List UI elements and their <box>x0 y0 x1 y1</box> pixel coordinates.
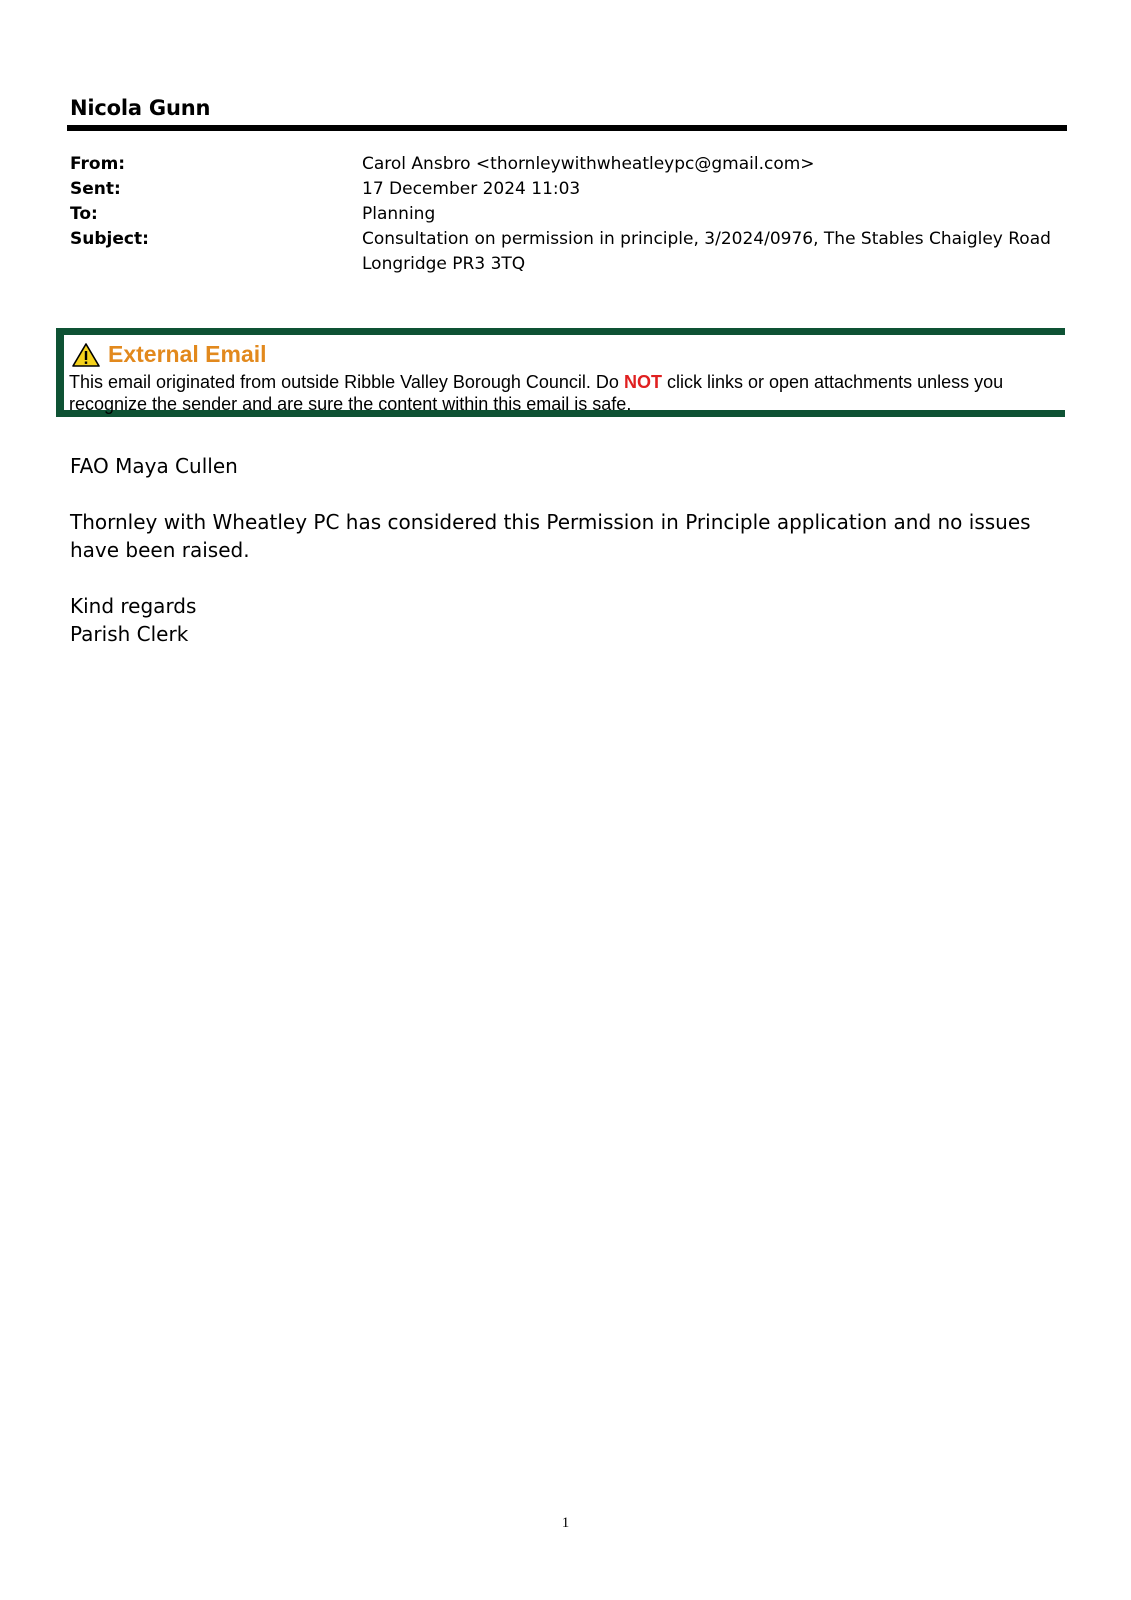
from-value: Carol Ansbro <thornleywithwheatleypc@gmail.com> <box>362 154 815 174</box>
banner-text-before: This email originated from outside Ribble Valley Borough Council. Do <box>69 372 624 392</box>
body-signature: Parish Clerk <box>70 622 189 646</box>
body-signoff: Kind regards <box>70 594 197 618</box>
email-body <box>70 452 1060 648</box>
to-value: Planning <box>362 204 436 224</box>
banner-message <box>69 371 1061 415</box>
page-number: 1 <box>561 1515 570 1531</box>
header-row-from <box>70 152 1070 177</box>
header-row-to <box>70 202 1070 227</box>
banner-text-after: click links or open attachments unless you recognize the sender and are sure the content within this email is safe. <box>69 372 1004 414</box>
sent-label: Sent: <box>70 179 121 199</box>
subject-value: Consultation on permission in principle, 3/2024/0976, The Stables Chaigley Road Longridge PR3 3TQ <box>362 229 1051 274</box>
from-label: From: <box>70 154 126 174</box>
warning-icon <box>72 342 100 368</box>
banner-title <box>72 341 267 368</box>
body-greeting: FAO Maya Cullen <box>70 454 238 478</box>
owner-divider <box>67 125 1067 131</box>
header-row-sent <box>70 177 1070 202</box>
sent-value: 17 December 2024 11:03 <box>362 179 581 199</box>
body-message: Thornley with Wheatley PC has considered this Permission in Principle application and no issues have been raised. <box>70 510 1031 562</box>
header-row-subject <box>70 227 1070 277</box>
email-headers <box>70 152 1070 277</box>
banner-title-text: External Email <box>108 341 267 367</box>
banner-emphasis: NOT <box>623 372 662 392</box>
external-email-banner <box>56 328 1065 417</box>
to-label: To: <box>70 204 98 224</box>
mailbox-owner-name: Nicola Gunn <box>70 96 211 120</box>
subject-label: Subject: <box>70 229 149 249</box>
